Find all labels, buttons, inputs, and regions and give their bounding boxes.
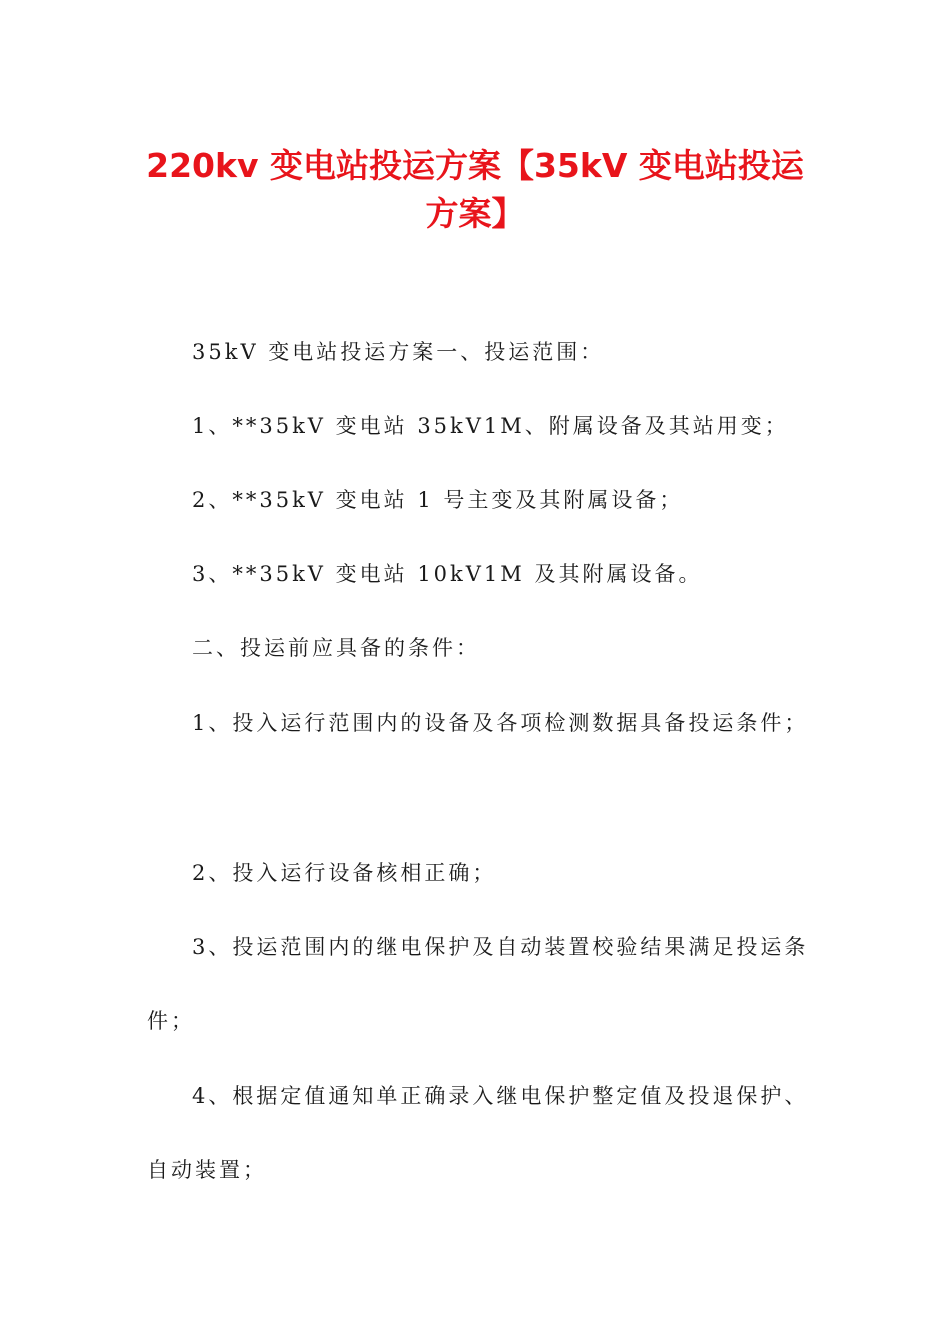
paragraph-scope-item-2: 2、**35kV 变电站 1 号主变及其附属设备； [192, 488, 684, 512]
paragraph-condition-4-line-2: 自动装置； [147, 1158, 267, 1182]
paragraph-condition-3-line-1: 3、投运范围内的继电保护及自动装置校验结果满足投运条 [192, 935, 809, 959]
paragraph-scope-heading: 35kV 变电站投运方案一、投运范围： [192, 340, 605, 364]
document-title [120, 142, 830, 238]
paragraph-condition-2: 2、投入运行设备核相正确； [192, 861, 497, 885]
paragraph-scope-item-3: 3、**35kV 变电站 10kV1M 及其附属设备。 [192, 562, 703, 586]
title-line-1: 220kv 变电站投运方案【35kV 变电站投运 [146, 146, 804, 185]
paragraph-scope-item-1: 1、**35kV 变电站 35kV1M、附属设备及其站用变； [192, 414, 789, 438]
title-line-2: 方案】 [425, 194, 525, 233]
paragraph-condition-1: 1、投入运行范围内的设备及各项检测数据具备投运条件； [192, 711, 809, 735]
paragraph-conditions-heading: 二、投运前应具备的条件： [192, 636, 480, 660]
paragraph-condition-3-line-2: 件； [147, 1009, 195, 1033]
paragraph-condition-4-line-1: 4、根据定值通知单正确录入继电保护整定值及投退保护、 [192, 1084, 809, 1108]
